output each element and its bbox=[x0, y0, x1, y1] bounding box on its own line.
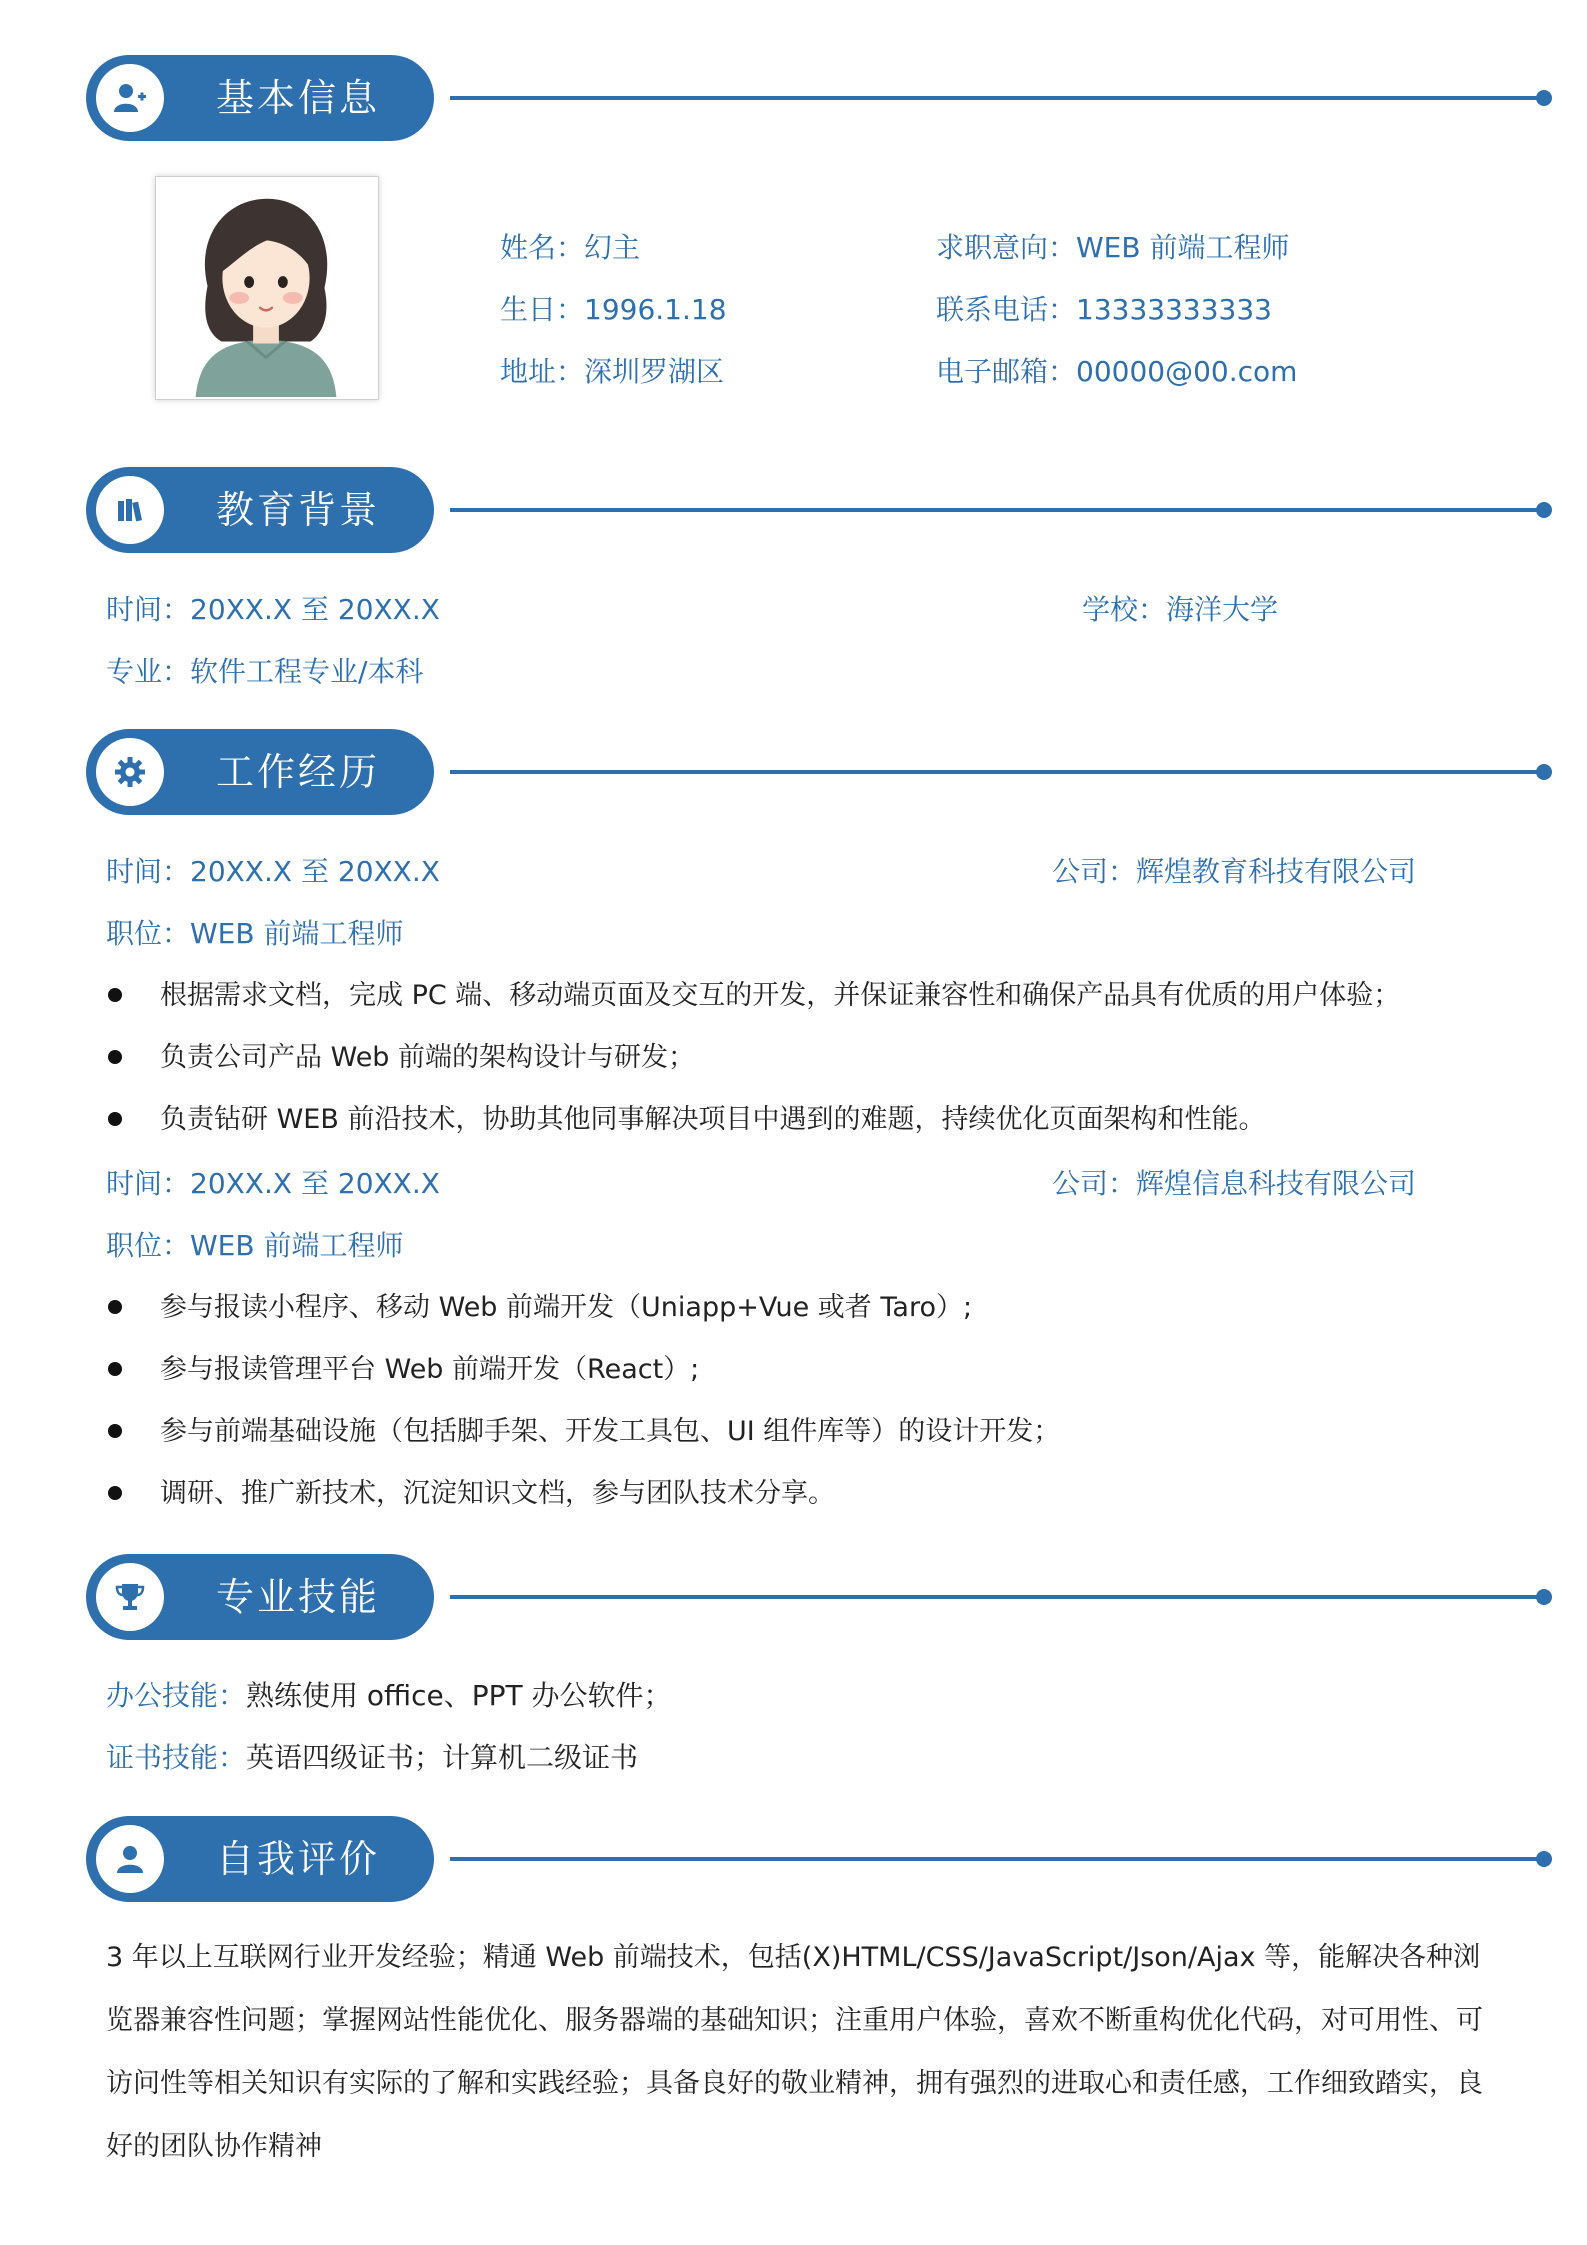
section-title-education: 教育背景 bbox=[216, 488, 381, 532]
job-company: 公司：辉煌教育科技有限公司 bbox=[1052, 855, 1417, 888]
office-skill-value: 熟练使用 office、PPT 办公软件； bbox=[246, 1679, 672, 1712]
section-divider bbox=[450, 770, 1540, 774]
section-pill bbox=[86, 1816, 434, 1902]
bullet-dot bbox=[108, 1486, 122, 1500]
phone-field: 联系电话：13333333333 bbox=[936, 293, 1272, 326]
list-item: 根据需求文档，完成 PC 端、移动端页面及交互的开发，并保证兼容性和确保产品具有优质的用户体验； bbox=[108, 976, 1400, 1016]
user-icon bbox=[96, 1825, 164, 1893]
job-position: 职位：WEB 前端工程师 bbox=[106, 1229, 404, 1262]
section-divider bbox=[450, 1595, 1540, 1599]
add-user-icon bbox=[96, 64, 164, 132]
bullet-dot bbox=[108, 1362, 122, 1376]
section-pill bbox=[86, 1554, 434, 1640]
objective-field: 求职意向：WEB 前端工程师 bbox=[936, 231, 1290, 264]
cert-skill-label: 证书技能： bbox=[106, 1741, 247, 1774]
job-time: 时间：20XX.X 至 20XX.X bbox=[106, 1167, 440, 1200]
section-header-basic bbox=[86, 55, 1552, 141]
bullet-dot bbox=[108, 1300, 122, 1314]
avatar-illustration bbox=[156, 177, 376, 397]
avatar-photo bbox=[155, 176, 379, 400]
job-time: 时间：20XX.X 至 20XX.X bbox=[106, 855, 440, 888]
job-company: 公司：辉煌信息科技有限公司 bbox=[1052, 1167, 1417, 1200]
section-header-education bbox=[86, 467, 1552, 553]
section-header-skills bbox=[86, 1554, 1552, 1640]
section-divider bbox=[450, 508, 1540, 512]
education-major: 专业：软件工程专业/本科 bbox=[106, 655, 424, 688]
email-field: 电子邮箱：00000@00.com bbox=[936, 355, 1298, 388]
list-item: 参与报读管理平台 Web 前端开发（React）; bbox=[108, 1350, 699, 1390]
section-title-basic: 基本信息 bbox=[216, 76, 381, 120]
bullet-dot bbox=[108, 1050, 122, 1064]
section-divider-dot bbox=[1536, 764, 1552, 780]
list-item: 参与前端基础设施（包括脚手架、开发工具包、UI 组件库等）的设计开发； bbox=[108, 1412, 1060, 1452]
office-skill bbox=[106, 1676, 672, 1716]
section-divider bbox=[450, 1857, 1540, 1861]
bullet-dot bbox=[108, 1112, 122, 1126]
section-header-work bbox=[86, 729, 1552, 815]
self-evaluation-text: 3 年以上互联网行业开发经验；精通 Web 前端技术，包括(X)HTML/CSS/JavaScript/Json/Ajax 等，能解决各种浏览器兼容性问题；掌握网站性能优化、服务器端的基础知识；注重用户体验，喜欢不断重构优化代码，对可用性、可访问性等相关知识有实际的了解和实践经验；具备良好的敬业精神，拥有强烈的进取心和责任感，工作细致踏实，良好的团队协作精神 bbox=[106, 1942, 1483, 2162]
bullet-dot bbox=[108, 1424, 122, 1438]
section-title-self: 自我评价 bbox=[216, 1837, 381, 1881]
section-divider-dot bbox=[1536, 502, 1552, 518]
section-divider-dot bbox=[1536, 1851, 1552, 1867]
section-title-skills: 专业技能 bbox=[216, 1575, 381, 1619]
list-item: 调研、推广新技术，沉淀知识文档，参与团队技术分享。 bbox=[108, 1474, 835, 1514]
section-pill bbox=[86, 467, 434, 553]
books-icon bbox=[96, 476, 164, 544]
section-divider-dot bbox=[1536, 1589, 1552, 1605]
section-pill bbox=[86, 55, 434, 141]
section-divider-dot bbox=[1536, 90, 1552, 106]
cert-skill bbox=[106, 1738, 638, 1778]
education-time: 时间：20XX.X 至 20XX.X bbox=[106, 593, 440, 626]
bullet-dot bbox=[108, 988, 122, 1002]
list-item: 负责公司产品 Web 前端的架构设计与研发； bbox=[108, 1038, 695, 1078]
section-divider bbox=[450, 96, 1540, 100]
birth-field: 生日：1996.1.18 bbox=[500, 293, 727, 326]
list-item: 负责钻研 WEB 前沿技术，协助其他同事解决项目中遇到的难题，持续优化页面架构和性能。 bbox=[108, 1100, 1265, 1140]
section-pill bbox=[86, 729, 434, 815]
gear-icon bbox=[96, 738, 164, 806]
address-field: 地址：深圳罗湖区 bbox=[500, 355, 725, 388]
office-skill-label: 办公技能： bbox=[106, 1679, 247, 1712]
list-item: 参与报读小程序、移动 Web 前端开发（Uniapp+Vue 或者 Taro）; bbox=[108, 1288, 972, 1328]
name-field: 姓名：幻主 bbox=[500, 231, 641, 264]
section-header-self bbox=[86, 1816, 1552, 1902]
trophy-icon bbox=[96, 1563, 164, 1631]
job-position: 职位：WEB 前端工程师 bbox=[106, 917, 404, 950]
cert-skill-value: 英语四级证书；计算机二级证书 bbox=[246, 1741, 639, 1774]
section-title-work: 工作经历 bbox=[216, 750, 381, 794]
education-school: 学校：海洋大学 bbox=[1082, 593, 1279, 626]
